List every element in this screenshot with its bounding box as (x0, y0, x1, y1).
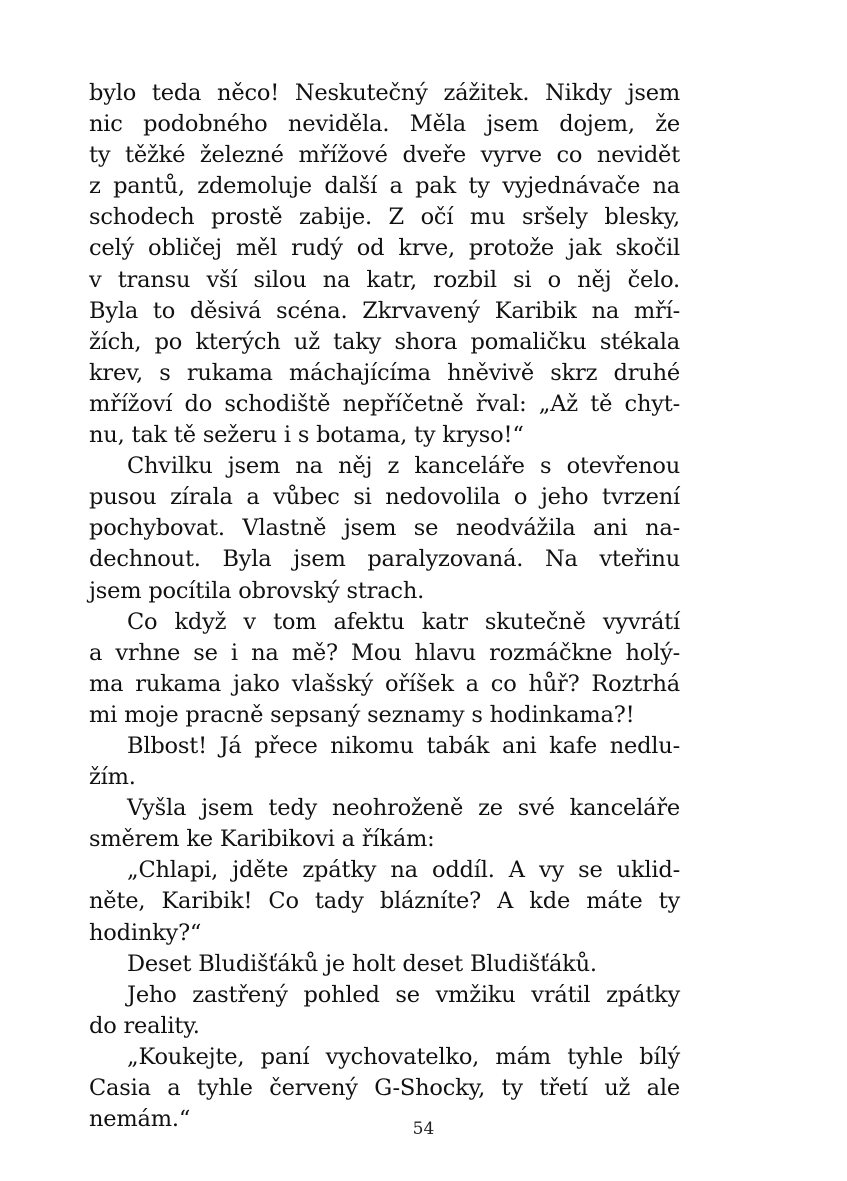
body-text (89, 78, 680, 1135)
text-line: „Koukejte, paní vychovatelko, mám tyhle bílý (127, 1043, 680, 1070)
text-line: Blbost! Já přece nikomu tabák ani kafe nedlu- (127, 732, 680, 759)
text-line: nic podobného neviděla. Měla jsem dojem, že (89, 111, 680, 138)
page-number: 54 (412, 1119, 435, 1139)
text-line: směrem ke Karibikovi a říkám: (89, 826, 435, 853)
text-line: nemám.“ (89, 1106, 191, 1133)
text-line: v transu vší silou na katr, rozbil si o něj čelo. (89, 266, 680, 293)
text-line: pochybovat. Vlastně jsem se neodvážila ani na- (89, 515, 680, 542)
text-line: Jeho zastřený pohled se vmžiku vrátil zpátky (127, 981, 680, 1008)
text-line: Vyšla jsem tedy neohroženě ze své kanceláře (127, 795, 680, 822)
text-line: dechnout. Byla jsem paralyzovaná. Na vteřinu (89, 546, 680, 573)
text-line: schodech prostě zabije. Z očí mu sršely blesky, (89, 204, 680, 231)
text-line: hodinky?“ (89, 919, 202, 946)
text-line: žích, po kterých už taky shora pomaličku stékala (89, 328, 680, 355)
text-line: Chvilku jsem na něj z kanceláře s otevřenou (127, 453, 680, 480)
text-line: něte, Karibik! Co tady blázníte? A kde máte ty (89, 888, 680, 915)
text-line: jsem pocítila obrovský strach. (89, 577, 425, 604)
text-line: ma rukama jako vlašský oříšek a co hůř? Roztrhá (89, 670, 680, 697)
text-line: Casia a tyhle červený G-Shocky, ty třetí už ale (89, 1075, 680, 1101)
text-line: do reality. (89, 1012, 200, 1039)
text-line: pusou zírala a vůbec si nedovolila o jeho tvrzení (89, 484, 680, 511)
text-line: Deset Bludišťáků je holt deset Bludišťáků. (127, 950, 597, 977)
text-line: nu, tak tě sežeru i s botama, ty kryso!“ (89, 422, 524, 449)
text-line: mi moje pracně sepsaný seznamy s hodinkama?! (89, 701, 635, 728)
text-line: celý obličej měl rudý od krve, protože jak skočil (89, 235, 680, 262)
text-line: z pantů, zdemoluje další a pak ty vyjednávače na (89, 173, 680, 200)
text-line: bylo teda něco! Neskutečný zážitek. Nikdy jsem (89, 80, 680, 106)
text-line: ty těžké železné mřížové dveře vyrve co nevidět (89, 142, 680, 169)
text-line: mřížoví do schodiště nepříčetně řval: „Až tě chyt- (89, 390, 680, 417)
text-line: Co když v tom afektu katr skutečně vyvrátí (127, 608, 680, 635)
text-line: a vrhne se i na mě? Mou hlavu rozmáčkne holý- (89, 639, 680, 666)
text-line: žím. (89, 764, 136, 791)
text-line: „Chlapi, jděte zpátky na oddíl. A vy se uklid- (127, 857, 680, 884)
text-line: Byla to děsivá scéna. Zkrvavený Karibik na mří- (89, 297, 680, 324)
text-line: krev, s rukama máchajícíma hněvivě skrz druhé (89, 359, 680, 386)
